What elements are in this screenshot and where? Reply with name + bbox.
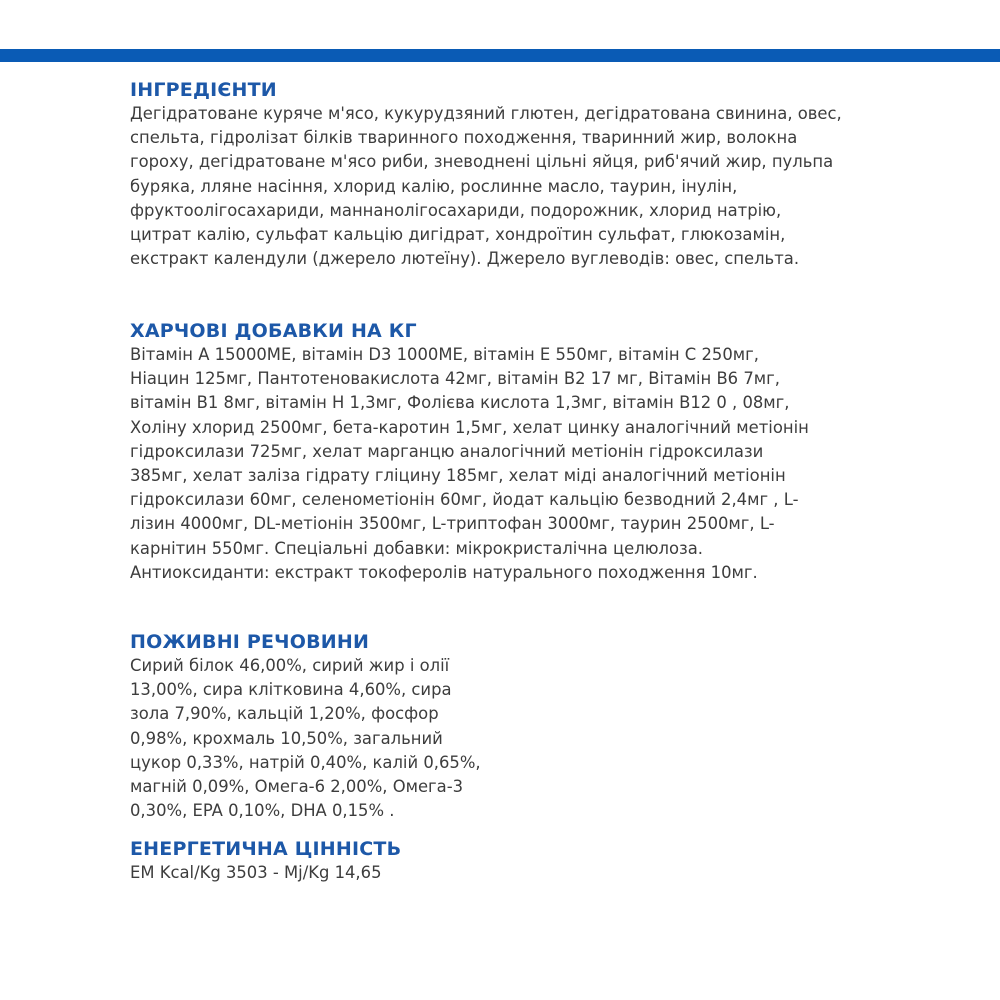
ingredients-heading: ІНГРЕДІЄНТИ <box>130 79 277 101</box>
nutrients-heading: ПОЖИВНІ РЕЧОВИНИ <box>130 631 370 653</box>
ingredients-text: Дегідратоване куряче м'ясо, кукурудзяний глютен, дегідратована свинина, овес, спельта, гідролізат білків тваринного походження, тваринний жир, волокна гороху, дегідратоване м'ясо риби, зневоднені цільні яйця, риб'ячий жир, пульпа буряка, лляне насіння, хлорид калію, рослинне масло, таурин, інулін, фруктоолігосахариди, маннанолігосахариди, подорожник, хлорид натрію, цитрат калію, сульфат кальцію дигідрат, хондроїтин сульфат, глюкозамін, екстракт календули (джерело лютеїну). Джерело вуглеводів: овес, спельта. <box>130 104 842 269</box>
energy-text: EM Kcal/Kg 3503 - Mj/Kg 14,65 <box>130 863 382 882</box>
ingredients-section <box>130 78 850 271</box>
additives-section <box>130 319 830 585</box>
additives-text: Вітамін А 15000МЕ, вітамін D3 1000МЕ, вітамін Е 550мг, вітамін С 250мг, Ніацин 125мг, Пантотеновакислота 42мг, вітамін В2 17 мг, Вітамін В6 7мг, вітамін В1 8мг, вітамін Н 1,3мг, Фолієва кислота 1,3мг, вітамін В12 0 , 08мг, Холіну хлорид 2500мг, бета-каротин 1,5мг, хелат цинку аналогічний метіонін гідроксилази 725мг, хелат марганцю аналогічний метіонін гідроксилази 385мг, хелат заліза гідрату гліцину 185мг, хелат міді аналогічний метіонін гідроксилази 60мг, селенометіонін 60мг, йодат кальцію безводний 2,4мг , L- лізин 4000мг, DL-метіонін 3500мг, L-триптофан 3000мг, таурин 2500мг, L- карнітин 550мг. Спеціальні добавки: мікрокристалічна целюлоза. Антиоксиданти: екстракт токоферолів натурального походження 10мг. <box>130 345 809 582</box>
energy-heading: ЕНЕРГЕТИЧНА ЦІННІСТЬ <box>130 838 402 860</box>
energy-section <box>130 837 530 885</box>
additives-heading: ХАРЧОВІ ДОБАВКИ НА КГ <box>130 320 417 342</box>
top-accent-bar <box>0 49 1000 62</box>
nutrients-text: Сирий білок 46,00%, сирий жир і олії 13,00%, сира клітковина 4,60%, сира зола 7,90%, кальцій 1,20%, фосфор 0,98%, крохмаль 10,50%, загальний цукор 0,33%, натрій 0,40%, калій 0,65%, магній 0,09%, Омега-6 2,00%, Омега-3 0,30%, EPA 0,10%, DHA 0,15% . <box>130 656 481 821</box>
nutrients-section <box>130 630 490 823</box>
